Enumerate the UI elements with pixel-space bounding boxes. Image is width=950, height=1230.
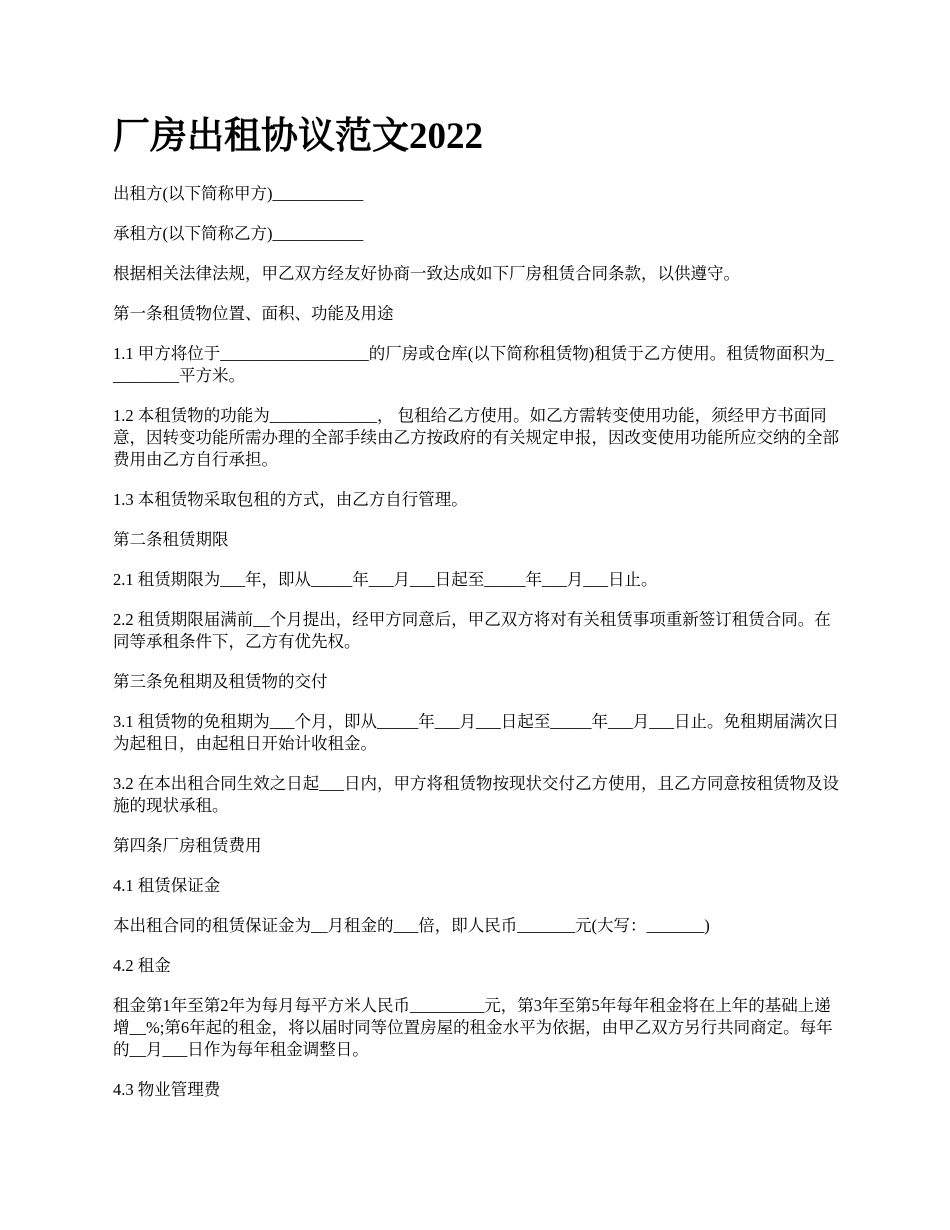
clause-1-2: 1.2 本租赁物的功能为_____________， 包租给乙方使用。如乙方需转变使用功能，须经甲方书面同意，因转变功能所需办理的全部手续由乙方按政府的有关规定申报，因改变使用功能所应交纳的全部费用由乙方自行承担。 bbox=[113, 406, 839, 469]
lessor-line: 出租方(以下简称甲方)___________ bbox=[113, 184, 364, 203]
deposit-paragraph: 本出租合同的租赁保证金为__月租金的___倍，即人民币_______元(大写：_______) bbox=[113, 916, 710, 935]
clause-1-1: 1.1 甲方将位于__________________的厂房或仓库(以下简称租赁物)租赁于乙方使用。租赁物面积为_________平方米。 bbox=[113, 344, 834, 385]
article-4-heading: 第四条厂房租赁费用 bbox=[113, 836, 262, 855]
article-3-heading: 第三条免租期及租赁物的交付 bbox=[113, 672, 328, 691]
clause-4-1-heading: 4.1 租赁保证金 bbox=[113, 876, 221, 895]
clause-4-2-heading: 4.2 租金 bbox=[113, 956, 171, 975]
clause-3-1: 3.1 租赁物的免租期为___个月，即从_____年___月___日起至_____年___月___日止。免租期届满次日为起租日，由起租日开始计收租金。 bbox=[113, 712, 839, 753]
clause-4-3-heading: 4.3 物业管理费 bbox=[113, 1080, 221, 1099]
lessee-line: 承租方(以下简称乙方)___________ bbox=[113, 224, 364, 243]
clause-3-2: 3.2 在本出租合同生效之日起___日内，甲方将租赁物按现状交付乙方使用，且乙方同意按租赁物及设施的现状承租。 bbox=[113, 774, 839, 815]
clause-2-2: 2.2 租赁期限届满前__个月提出，经甲方同意后，甲乙双方将对有关租赁事项重新签订租赁合同。在同等承租条件下，乙方有优先权。 bbox=[113, 610, 831, 651]
rent-paragraph: 租金第1年至第2年为每月每平方米人民币_________元，第3年至第5年每年租金将在上年的基础上递增__%;第6年起的租金，将以届时同等位置房屋的租金水平为依据，由甲乙双方另行共同商定。每年的__月___日作为每年租金调整日。 bbox=[113, 996, 833, 1059]
preamble-paragraph: 根据相关法律法规，甲乙双方经友好协商一致达成如下厂房租赁合同条款，以供遵守。 bbox=[113, 264, 740, 283]
article-2-heading: 第二条租赁期限 bbox=[113, 530, 229, 549]
clause-2-1: 2.1 租赁期限为___年，即从_____年___月___日起至_____年___月___日止。 bbox=[113, 570, 658, 589]
document-body bbox=[113, 183, 840, 1119]
clause-1-3: 1.3 本租赁物采取包租的方式，由乙方自行管理。 bbox=[113, 490, 468, 509]
document-title: 厂房出租协议范文2022 bbox=[113, 116, 483, 157]
article-1-heading: 第一条租赁物位置、面积、功能及用途 bbox=[113, 304, 394, 323]
